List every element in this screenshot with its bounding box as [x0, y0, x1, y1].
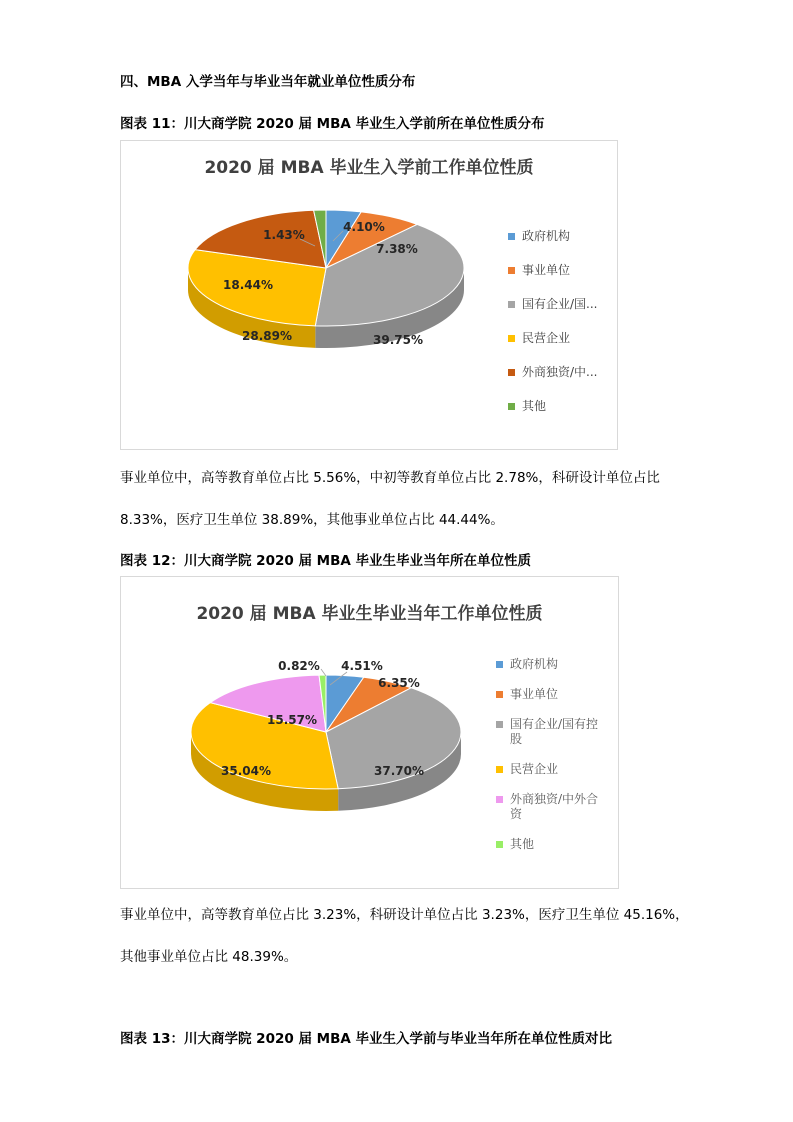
legend-swatch [508, 369, 515, 376]
paragraph-line: 事业单位中，高等教育单位占比 3.23%，科研设计单位占比 3.23%，医疗卫生单位 45.16%， [120, 907, 689, 923]
legend-label: 事业单位 [510, 687, 559, 701]
legend-item [496, 792, 598, 822]
legend-item [496, 687, 598, 702]
data-label: 28.89% [242, 329, 292, 343]
legend-item [508, 297, 598, 312]
data-label: 4.10% [343, 220, 385, 234]
figure-13-caption: 图表 13：川大商学院 2020 届 MBA 毕业生入学前与毕业当年所在单位性质对比 [120, 1031, 613, 1047]
legend-swatch [496, 691, 503, 698]
paragraph-line: 8.33%，医疗卫生单位 38.89%，其他事业单位占比 44.44%。 [120, 512, 504, 528]
legend-label: 民营企业 [522, 331, 571, 345]
legend-label: 政府机构 [510, 657, 559, 671]
legend-label: 股 [510, 732, 523, 746]
paragraph-line: 事业单位中，高等教育单位占比 5.56%，中初等教育单位占比 2.78%，科研设计单位占比 [120, 470, 660, 486]
legend-swatch [508, 267, 515, 274]
data-label: 15.57% [267, 713, 317, 727]
legend-label: 外商独资/中外合 [510, 792, 599, 806]
data-label: 7.38% [376, 242, 418, 256]
data-label: 18.44% [223, 278, 273, 292]
legend-swatch [508, 403, 515, 410]
chart-title: 2020 届 MBA 毕业生入学前工作单位性质 [204, 158, 534, 178]
legend-item [508, 365, 598, 380]
legend-item [496, 717, 598, 747]
figure-12-caption: 图表 12：川大商学院 2020 届 MBA 毕业生毕业当年所在单位性质 [120, 553, 532, 569]
legend-item [496, 657, 598, 672]
chart-title: 2020 届 MBA 毕业生毕业当年工作单位性质 [196, 604, 543, 624]
legend-swatch [496, 841, 503, 848]
legend-label: 其他 [510, 837, 535, 851]
chart-legend [508, 229, 598, 433]
data-label: 6.35% [378, 676, 420, 690]
data-label: 35.04% [221, 764, 271, 778]
legend-label: 政府机构 [522, 229, 571, 243]
legend-item [496, 837, 598, 852]
legend-item [508, 399, 598, 414]
legend-item [508, 331, 598, 346]
legend-label: 其他 [522, 399, 547, 413]
data-label: 1.43% [263, 228, 305, 242]
legend-swatch [496, 661, 503, 668]
legend-label: 资 [510, 807, 523, 821]
legend-label: 外商独资/中... [522, 365, 598, 379]
data-label: 37.70% [374, 764, 424, 778]
figure-11-caption: 图表 11：川大商学院 2020 届 MBA 毕业生入学前所在单位性质分布 [120, 116, 545, 132]
legend-label: 国有企业/国有控 [510, 717, 599, 731]
data-label: 0.82% [278, 659, 320, 673]
section-heading: 四、MBA 入学当年与毕业当年就业单位性质分布 [120, 74, 416, 90]
legend-item [508, 229, 598, 244]
paragraph-line: 其他事业单位占比 48.39%。 [120, 949, 298, 965]
legend-item [496, 762, 598, 777]
pie-chart-pre-enrollment [120, 140, 618, 450]
legend-swatch [508, 335, 515, 342]
legend-swatch [508, 233, 515, 240]
legend-item [508, 263, 598, 278]
data-label: 4.51% [341, 659, 383, 673]
legend-label: 民营企业 [510, 762, 559, 776]
legend-label: 事业单位 [522, 263, 571, 277]
legend-swatch [496, 766, 503, 773]
chart-legend [496, 657, 598, 867]
legend-swatch [508, 301, 515, 308]
legend-label: 国有企业/国... [522, 297, 598, 311]
legend-swatch [496, 796, 503, 803]
pie-chart-graduation-year [120, 576, 619, 889]
data-label: 39.75% [373, 333, 423, 347]
legend-swatch [496, 721, 503, 728]
